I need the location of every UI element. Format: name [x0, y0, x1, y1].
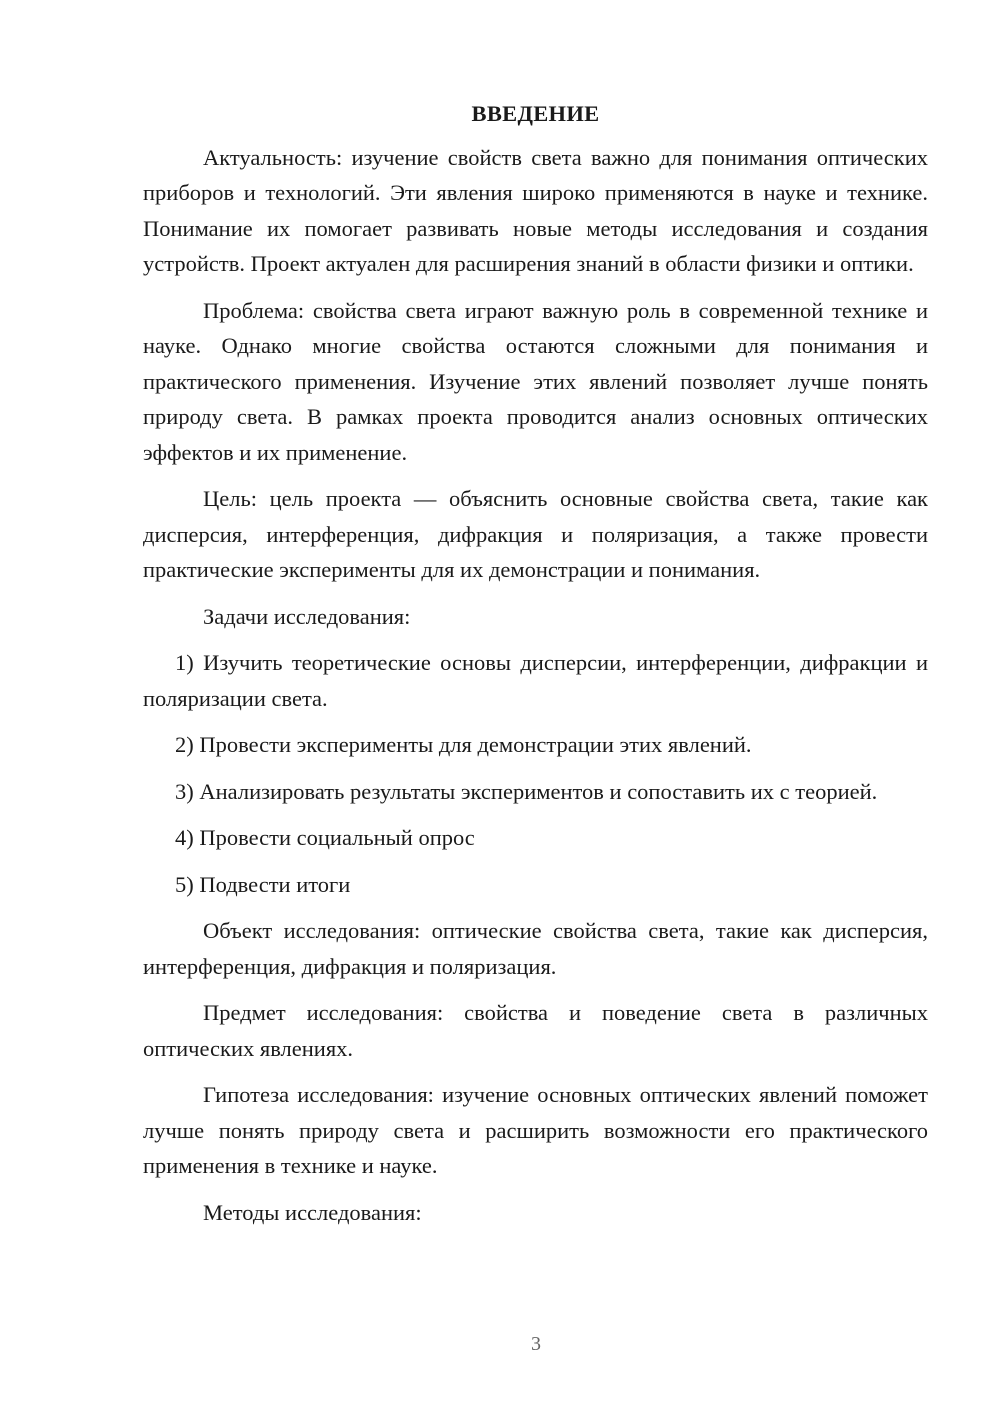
hypothesis-paragraph: Гипотеза исследования: изучение основных оптических явлений поможет лучше понять природу света и расширить возможности его практического применения в технике и науке. [143, 1082, 928, 1178]
page-content [143, 96, 928, 1241]
subject-paragraph: Предмет исследования: свойства и поведение света в различных оптических явлениях. [143, 1000, 928, 1061]
problem-paragraph: Проблема: свойства света играют важную роль в современной технике и науке. Однако многие свойства остаются сложными для понимания и практического применения. Изучение этих явлений позволяет лучше понять природу света. В рамках проекта проводится анализ основных оптических эффектов и их применение. [143, 297, 928, 465]
page-number: 3 [531, 1333, 541, 1355]
task-item-1: 1) Изучить теоретические основы дисперсии, интерференции, дифракции и поляризации света. [143, 650, 928, 711]
object-paragraph: Объект исследования: оптические свойства света, такие как дисперсия, интерференция, дифракция и поляризация. [143, 918, 928, 979]
task-item-5: 5) Подвести итоги [175, 871, 351, 897]
methods-heading: Методы исследования: [203, 1199, 422, 1225]
actuality-paragraph: Актуальность: изучение свойств света важно для понимания оптических приборов и технологий. Эти явления широко применяются в науке и технике. Понимание их помогает развивать новые методы исследования и создания устройств. Проект актуален для расширения знаний в области физики и оптики. [143, 144, 928, 276]
task-item-3: 3) Анализировать результаты экспериментов и сопоставить их с теорией. [175, 778, 878, 804]
task-item-4: 4) Провести социальный опрос [175, 825, 475, 850]
goal-paragraph: Цель: цель проекта — объяснить основные свойства света, такие как дисперсия, интерференция, дифракция и поляризация, а также провести практические эксперименты для их демонстрации и понимания. [143, 486, 928, 582]
task-item-2: 2) Провести эксперименты для демонстрации этих явлений. [175, 732, 752, 757]
tasks-heading: Задачи исследования: [203, 603, 411, 629]
section-title: ВВЕДЕНИЕ [471, 101, 600, 126]
